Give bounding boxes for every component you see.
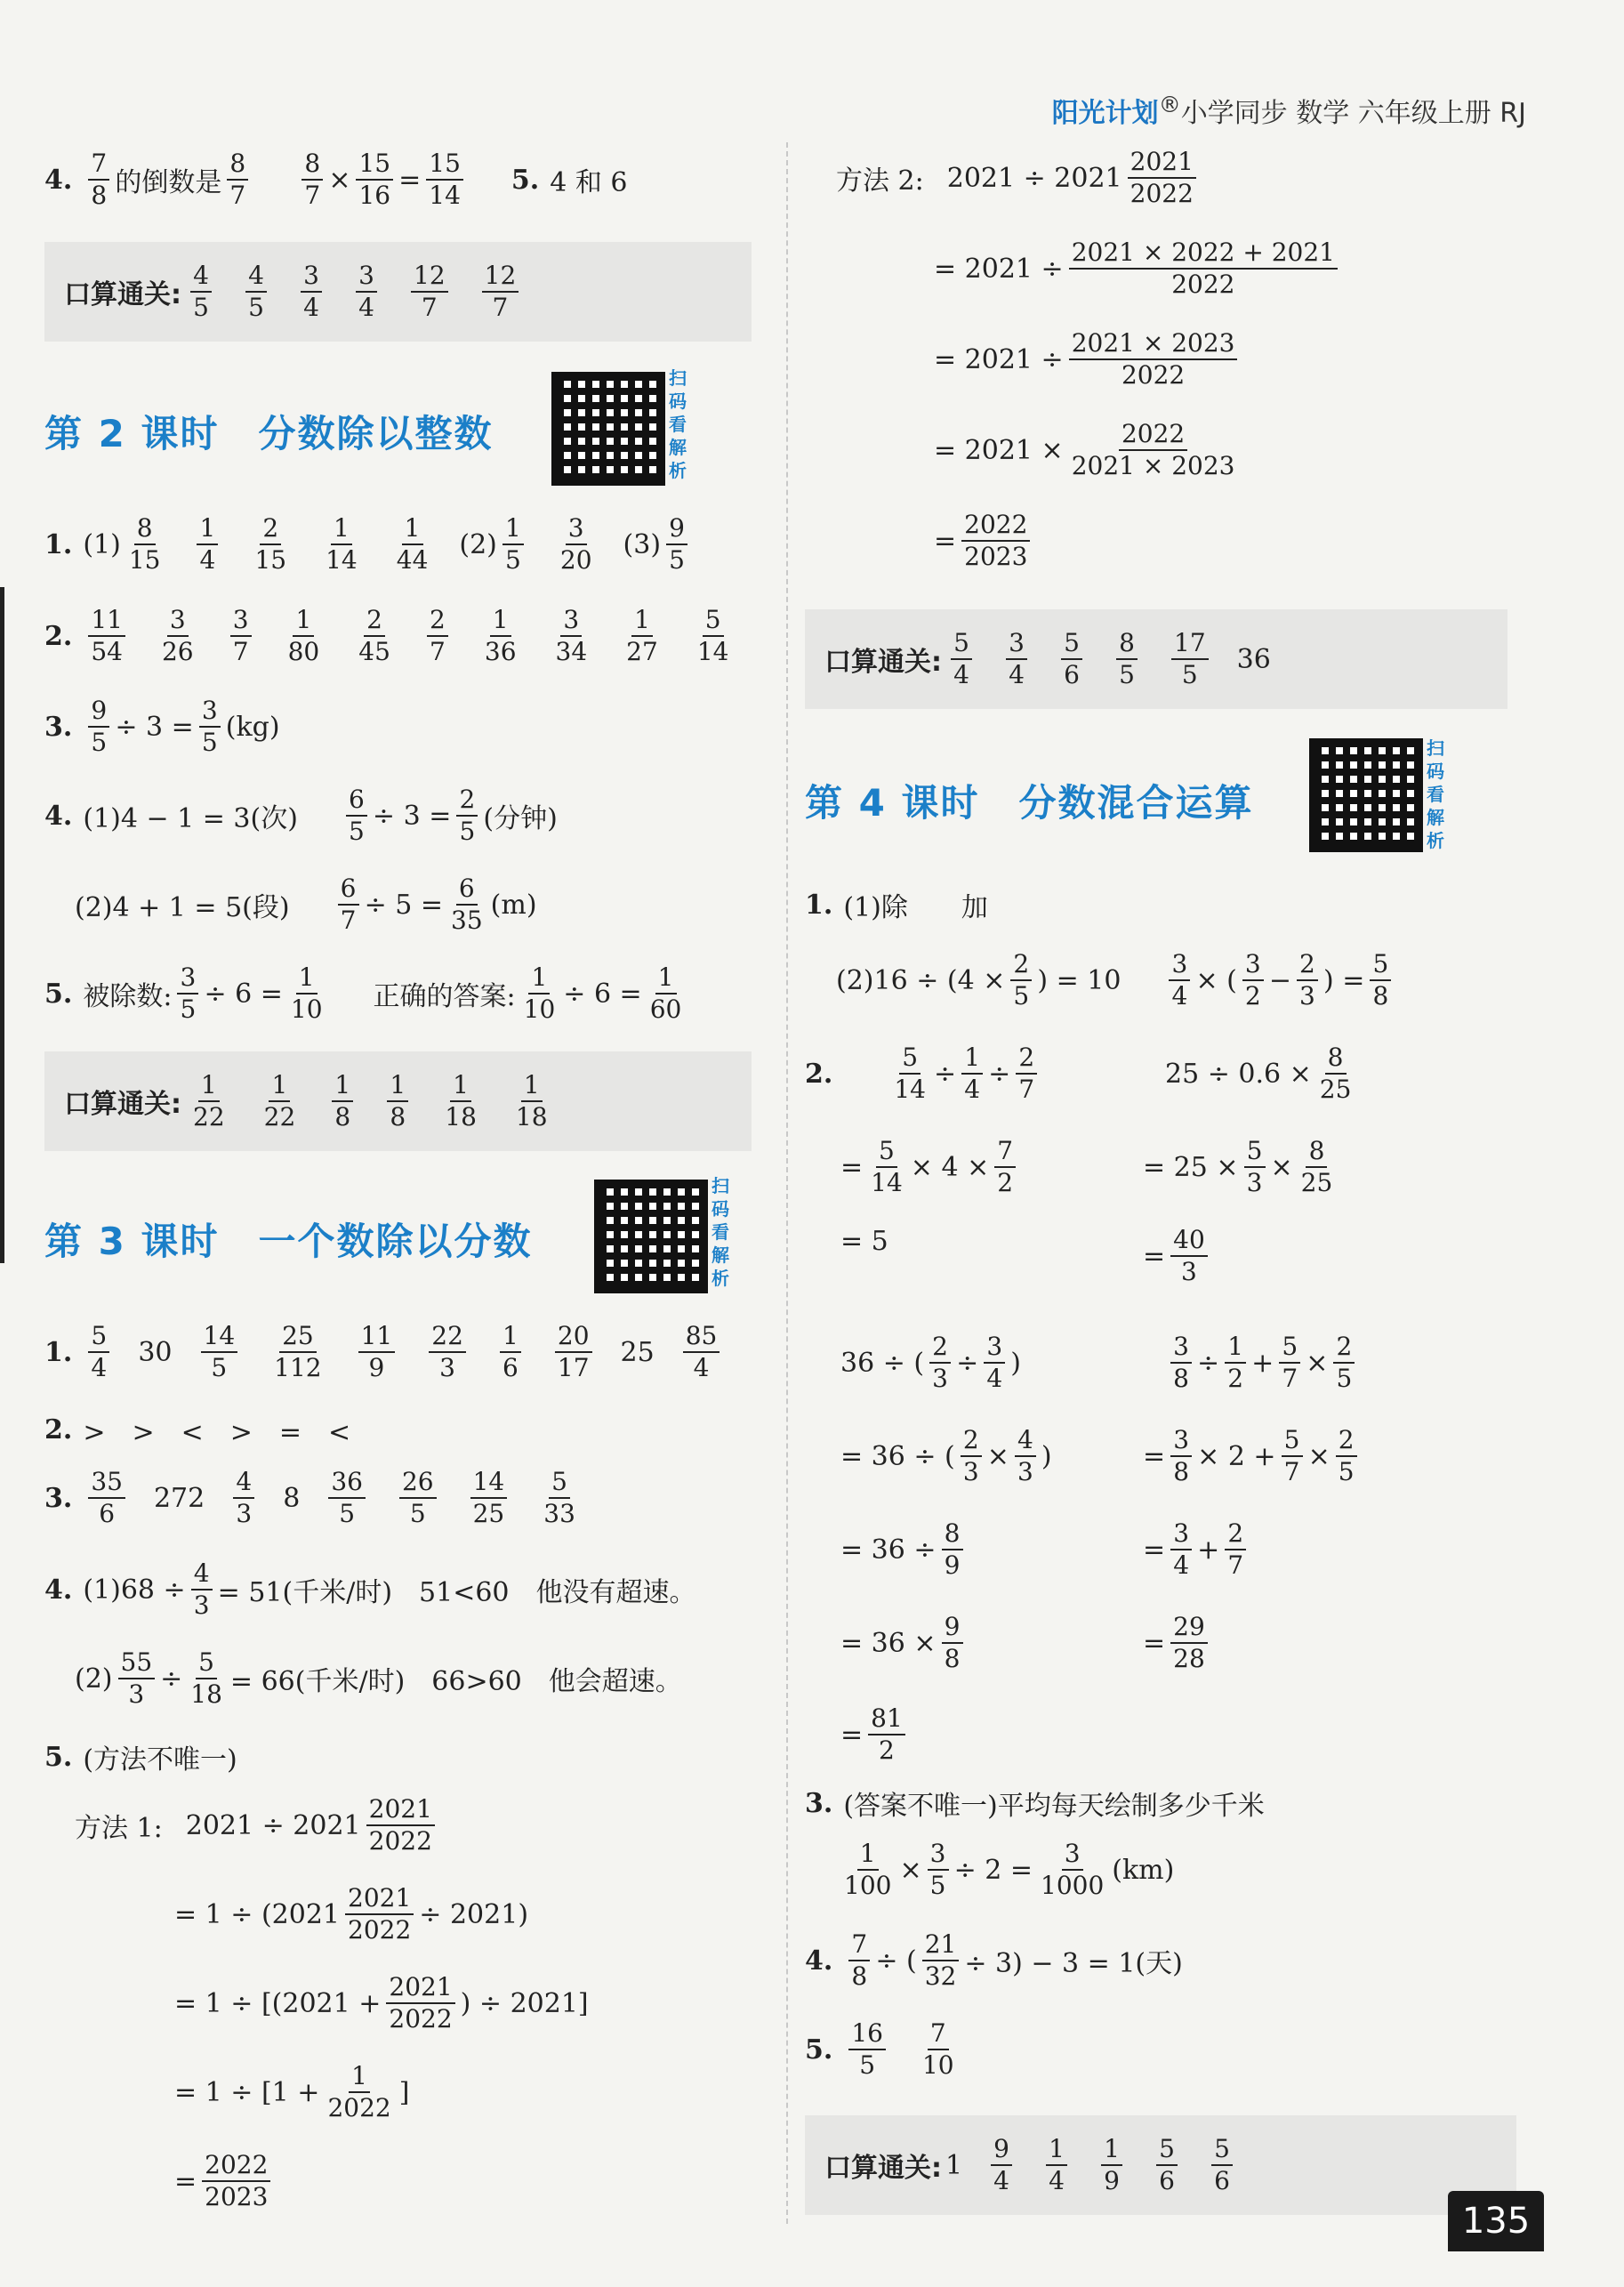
fraction: $\frac{8}{5}$ — [1116, 631, 1138, 688]
fraction: $\frac{15}{14}$ — [426, 151, 463, 208]
registered-mark: ® — [1158, 92, 1181, 117]
brand-name: 阳光计划 — [1051, 98, 1159, 129]
fraction: $\frac{1}{4}$ — [1046, 2137, 1067, 2194]
fraction: $\frac{3}{4}$ — [1006, 631, 1027, 688]
fraction: $\frac{5}{14}$ — [696, 605, 729, 666]
lesson4-q1b: (2)16 ÷ (4 × $\frac{2}{5}$ ) = 10 $\frac{3}{4}$ × ( $\frac{3}{2}$ − $\frac{2}{3}$ ) = $\frac{5}{8}$ — [836, 952, 1396, 1009]
lesson4-q2-c3: = 36 ÷ $\frac{8}{9}$ — [840, 1521, 969, 1578]
qr-label: 扫码看解析 — [1427, 737, 1444, 851]
lesson4-q4: 4. $\frac{7}{8}$ ÷ ( $\frac{21}{32}$ ÷ 3) − 3 = 1(天) — [805, 1929, 1183, 1991]
lesson4-q2-d3: = $\frac{3}{4}$ + $\frac{2}{7}$ — [1143, 1521, 1251, 1578]
fraction: $\frac{4}{5}$ — [190, 263, 212, 320]
page-header — [1052, 91, 1526, 130]
fraction: $\frac{1}{27}$ — [626, 605, 658, 666]
fraction: $\frac{12}{7}$ — [411, 263, 448, 320]
fraction: $\frac{5}{4}$ — [951, 631, 972, 688]
kousuan-box-4: 口算通关: 1 $\frac{9}{4}$ $\frac{1}{4}$ $\frac{1}{9}$ $\frac{5}{6}$ $\frac{5}{6}$ — [805, 2115, 1516, 2215]
lesson4-q2-b2: = 25 × $\frac{5}{3}$ × $\frac{8}{25}$ — [1143, 1136, 1333, 1197]
fraction: $\frac{1}{22}$ — [263, 1070, 296, 1131]
lesson4-q3: 3. (答案不唯一)平均每天绘制多少千米 — [805, 1787, 1265, 1822]
left-top-answer: 4. $\frac{7}{8}$ 的倒数是 $\frac{8}{7}$ $\frac{8}{7}$ × $\frac{15}{16}$ = $\frac{15}{14}$ 5. 4 和 6 — [44, 149, 628, 210]
method2-line5: = $\frac{2022}{2023}$ — [934, 512, 1035, 569]
lesson2-q4b: (2)4 + 1 = 5(段) $\frac{6}{7}$ ÷ 5 = $\frac{6}{35}$ (m) — [75, 874, 537, 935]
lesson-4-title: 第 4 课时 分数混合运算 — [805, 781, 1254, 825]
fraction: $\frac{5}{6}$ — [1211, 2137, 1233, 2194]
fraction: $\frac{3}{5}$ — [177, 965, 198, 1022]
lesson3-q1: 1. $\frac{5}{4}$ 30 $\frac{14}{5}$ $\frac{25}{112}$ $\frac{11}{9}$ $\frac{22}{3}$ $\frac{1}{6}$ $\frac{20}{17}$ 25 $\frac{85}{4}$ — [44, 1324, 725, 1381]
method1-line4: = 1 ÷ [1 + $\frac{1}{2022}$ ] — [174, 2061, 410, 2122]
method2-line4: = 2021 × $\frac{2022}{2021 \times 2023}$ — [934, 419, 1235, 480]
lesson4-q2-b3: = $\frac{40}{3}$ — [1143, 1228, 1213, 1284]
fraction: $\frac{8}{7}$ — [301, 151, 323, 208]
method1-line5: = $\frac{2022}{2023}$ — [174, 2153, 276, 2210]
fraction: $\frac{6}{7}$ — [338, 876, 359, 933]
fraction: $\frac{6}{5}$ — [346, 787, 367, 844]
lesson2-q3: 3. $\frac{9}{5}$ ÷ 3 = $\frac{3}{5}$ (kg) — [44, 696, 280, 757]
fraction: $\frac{9}{5}$ — [666, 516, 687, 573]
binding-rule — [0, 587, 4, 1263]
lesson4-q2-d4: = $\frac{29}{28}$ — [1143, 1615, 1213, 1671]
fraction: $\frac{2}{7}$ — [427, 608, 448, 664]
fraction: $\frac{3}{5}$ — [199, 698, 221, 755]
lesson-2-title: 第 2 课时 分数除以整数 — [44, 412, 494, 455]
fraction: $\frac{2}{5}$ — [456, 787, 478, 844]
fraction: $\frac{3}{4}$ — [301, 263, 322, 320]
qr-label: 扫码看解析 — [712, 1175, 729, 1289]
fraction: $\frac{1}{10}$ — [523, 962, 556, 1024]
lesson2-q5: 5. 被除数: $\frac{3}{5}$ ÷ 6 = $\frac{1}{10}$ 正确的答案: $\frac{1}{10}$ ÷ 6 = $\frac{1}{60}$ — [44, 965, 689, 1022]
fraction: $\frac{5}{6}$ — [1061, 631, 1082, 688]
kousuan-box-1: 口算通关: $\frac{4}{5}$ $\frac{4}{5}$ $\frac{3}{4}$ $\frac{3}{4}$ $\frac{12}{7}$ $\frac{12}{7}$ — [44, 242, 752, 342]
lesson4-q2-c4: = 36 × $\frac{9}{8}$ — [840, 1615, 969, 1671]
method1-line1: 方法 1: 2021 ÷ 2021 $\frac{2021}{2022}$ — [75, 1797, 440, 1854]
lesson4-q2-d2: = $\frac{3}{8}$ × 2 + $\frac{5}{7}$ × $\frac{2}{5}$ — [1143, 1428, 1363, 1485]
kousuan-box-3: 口算通关: $\frac{5}{4}$ $\frac{3}{4}$ $\frac{5}{6}$ $\frac{8}{5}$ $\frac{17}{5}$ 36 — [805, 609, 1507, 709]
lesson4-q2-c1: 36 ÷ ( $\frac{2}{3}$ ÷ $\frac{3}{4}$ ) — [840, 1332, 1021, 1393]
fraction: $\frac{3}{26}$ — [161, 605, 194, 666]
fraction: $\frac{1}{18}$ — [515, 1070, 548, 1131]
fraction: $\frac{1}{22}$ — [193, 1070, 225, 1131]
lesson3-q5: 5. (方法不唯一) — [44, 1741, 237, 1776]
fraction: $\frac{12}{7}$ — [482, 263, 519, 320]
lesson4-q1a: 1. (1)除 加 — [805, 889, 988, 923]
fraction: $\frac{3}{34}$ — [555, 605, 588, 666]
lesson4-q5: 5. $\frac{16}{5}$ $\frac{7}{10}$ — [805, 2018, 954, 2080]
fraction: $\frac{1}{36}$ — [484, 605, 517, 666]
method2-line2: = 2021 ÷ $\frac{2021 \times 2022 + 2021}{2022}$ — [934, 240, 1343, 297]
method2-line1: 方法 2: 2021 ÷ 2021 $\frac{2021}{2022}$ — [836, 149, 1202, 206]
lesson3-q3: 3. $\frac{35}{6}$ 272 $\frac{4}{3}$ 8 $\frac{36}{5}$ $\frac{26}{5}$ $\frac{14}{25}$ $\frac{5}{33}$ — [44, 1467, 575, 1528]
lesson3-q2: 2. > > < > = < — [44, 1413, 351, 1448]
fraction: $\frac{3}{7}$ — [230, 608, 252, 664]
qr-label: 扫码看解析 — [669, 367, 687, 481]
method1-line2: = 1 ÷ (2021 $\frac{2021}{2022}$ ÷ 2021) — [174, 1883, 529, 1945]
book-title: 小学同步 数学 六年级上册 RJ — [1180, 98, 1526, 129]
fraction: $\frac{1}{9}$ — [1101, 2137, 1122, 2194]
lesson2-q1: 1. (1) $\frac{8}{15}$ $\frac{1}{4}$ $\frac{2}{15}$ $\frac{1}{14}$ $\frac{1}{44}$ (2) $\frac{1}{5}$ $\frac{3}{20}$ (3) $\frac{9}{5}$ — [44, 516, 693, 573]
fraction: $\frac{9}{4}$ — [991, 2137, 1012, 2194]
lesson4-q2-b1: 25 ÷ 0.6 × $\frac{8}{25}$ — [1165, 1043, 1352, 1104]
fraction: $\frac{1}{80}$ — [287, 605, 320, 666]
fraction: $\frac{17}{5}$ — [1171, 631, 1209, 688]
lesson3-q4a: 4. (1)68 ÷ $\frac{4}{3}$ = 51(千米/时) 51<60 他没有超速。 — [44, 1558, 696, 1620]
lesson2-q4a: 4. (1)4 − 1 = 3(次) $\frac{6}{5}$ ÷ 3 = $\frac{2}{5}$ (分钟) — [44, 785, 558, 846]
lesson4-q2-a3: = 5 — [840, 1226, 888, 1257]
fraction: $\frac{2}{15}$ — [254, 513, 287, 575]
fraction: $\frac{3}{4}$ — [356, 263, 377, 320]
column-divider — [786, 142, 788, 2224]
fraction: $\frac{1}{10}$ — [290, 962, 323, 1024]
fraction: $\frac{1}{44}$ — [396, 513, 429, 575]
fraction: $\frac{2}{45}$ — [358, 605, 390, 666]
fraction: $\frac{7}{8}$ — [88, 151, 109, 208]
fraction: $\frac{1}{8}$ — [387, 1073, 408, 1130]
kousuan-fractions — [185, 263, 524, 320]
lesson4-q2-c5: = $\frac{81}{2}$ — [840, 1706, 911, 1763]
lesson4-q2-c2: = 36 ÷ ( $\frac{2}{3}$ × $\frac{4}{3}$ ) — [840, 1425, 1052, 1486]
qr-code-icon[interactable] — [1309, 738, 1423, 852]
kousuan-box-2: 口算通关: $\frac{1}{22}$ $\frac{1}{22}$ $\frac{1}{8}$ $\frac{1}{8}$ $\frac{1}{18}$ $\frac{1}{18}$ — [44, 1051, 752, 1151]
fraction: $\frac{1}{8}$ — [332, 1073, 353, 1130]
fraction: $\frac{1}{60}$ — [649, 962, 682, 1024]
fraction: $\frac{3}{20}$ — [559, 513, 592, 575]
fraction: $\frac{1}{5}$ — [502, 516, 524, 573]
fraction: $\frac{5}{6}$ — [1156, 2137, 1178, 2194]
fraction: $\frac{1}{14}$ — [326, 513, 358, 575]
fraction: $\frac{4}{5}$ — [245, 263, 267, 320]
fraction: $\frac{1}{4}$ — [197, 516, 218, 573]
lesson2-q2: 2. $\frac{11}{54}$ $\frac{3}{26}$ $\frac{3}{7}$ $\frac{1}{80}$ $\frac{2}{45}$ $\frac{2}{7}$ $\frac{1}{36}$ $\frac{3}{34}$ $\frac{1}{27}$ $\frac{5}{14}$ — [44, 608, 736, 664]
qr-code-icon[interactable] — [594, 1180, 708, 1293]
fraction: $\frac{8}{7}$ — [227, 151, 248, 208]
fraction: $\frac{11}{54}$ — [88, 608, 125, 664]
fraction: $\frac{9}{5}$ — [88, 698, 109, 755]
page-number: 135 — [1448, 2191, 1544, 2251]
qr-code-icon[interactable] — [551, 372, 665, 486]
lesson3-q4b: (2) $\frac{55}{3}$ ÷ $\frac{5}{18}$ = 66(千米/时) 66>60 他会超速。 — [75, 1647, 682, 1709]
method2-line3: = 2021 ÷ $\frac{2021 \times 2023}{2022}$ — [934, 331, 1242, 388]
lesson4-q2-a2: = $\frac{5}{14}$ × 4 × $\frac{7}{2}$ — [840, 1139, 1021, 1196]
lesson4-q2-d1: $\frac{3}{8}$ ÷ $\frac{1}{2}$ + $\frac{5}{7}$ × $\frac{2}{5}$ — [1165, 1334, 1360, 1391]
method1-line3: = 1 ÷ [(2021 + $\frac{2021}{2022}$ ) ÷ 2021] — [174, 1972, 589, 2033]
fraction: $\frac{6}{35}$ — [451, 874, 483, 935]
lesson-3-title: 第 3 课时 一个数除以分数 — [44, 1220, 533, 1263]
fraction: $\frac{15}{16}$ — [356, 151, 393, 208]
fraction: $\frac{8}{15}$ — [128, 513, 161, 575]
fraction: $\frac{1}{18}$ — [445, 1070, 477, 1131]
lesson4-q3-answer: $\frac{1}{100}$ × $\frac{3}{5}$ ÷ 2 = $\frac{3}{1000}$ (km) — [844, 1839, 1175, 1900]
lesson4-q2-a1: 2. $\frac{5}{14}$ ÷ $\frac{1}{4}$ ÷ $\frac{2}{7}$ — [805, 1045, 1042, 1102]
